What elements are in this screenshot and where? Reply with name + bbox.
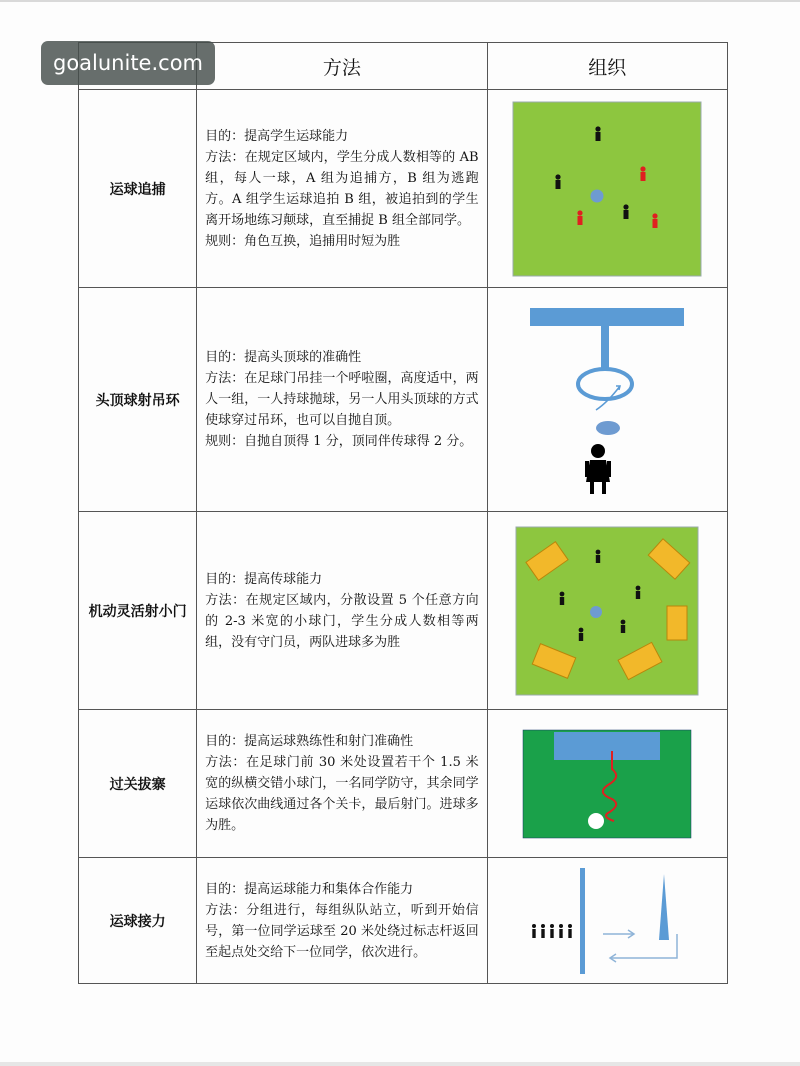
drill-diagram xyxy=(487,710,727,858)
method-line: 方法：在足球门前 30 米处设置若干个 1.5 米宽的纵横交错小球门，一名同学防守，其余同学运球依次曲线通过各个关卡，最后射门。进球多为胜。 xyxy=(205,755,479,833)
goal-crossbar xyxy=(530,308,684,326)
method-line: 目的：提高头顶球的准确性 xyxy=(205,350,362,365)
header-organization-cell: 组织 xyxy=(487,43,727,90)
ball-icon xyxy=(588,813,604,829)
top-edge xyxy=(0,0,800,2)
player-black-icon xyxy=(621,619,626,632)
table-row xyxy=(79,90,728,288)
small-goals-diagram xyxy=(515,526,699,696)
hoop-icon xyxy=(578,369,632,399)
drill-name: 运球接力 xyxy=(79,858,197,984)
drill-name: 头顶球射吊环 xyxy=(79,288,197,512)
relay-diagram xyxy=(507,864,707,978)
method-line: 目的：提高运球熟练性和射门准确性 xyxy=(205,734,414,749)
player-black-icon xyxy=(596,549,601,562)
player-line-icon xyxy=(532,924,572,938)
player-black-icon xyxy=(636,585,641,598)
method-line: 目的：提高学生运球能力 xyxy=(205,128,349,144)
player-black-icon xyxy=(579,627,584,640)
drill-diagram xyxy=(487,90,727,288)
dribble-chase-diagram xyxy=(512,101,702,277)
method-line: 目的：提高运球能力和集体合作能力 xyxy=(205,881,414,897)
goal-box xyxy=(554,732,660,760)
watermark-badge: goalunite.com xyxy=(41,41,215,85)
drill-method xyxy=(197,90,487,288)
drill-diagram xyxy=(487,512,727,710)
method-line: 方法：在足球门吊挂一个呼啦圈，高度适中，两人一组，一人持球抛球，另一人用头顶球的方式使球穿过吊环，也可以自抛自顶。 xyxy=(205,371,479,428)
drill-name: 机动灵活射小门 xyxy=(79,512,197,710)
player-black-icon xyxy=(556,174,561,189)
player-black-icon xyxy=(624,204,629,219)
player-red-icon xyxy=(641,166,646,181)
drills-table xyxy=(78,42,728,984)
method-line: 目的：提高传球能力 xyxy=(205,571,323,587)
ball-icon xyxy=(596,421,620,435)
table-row xyxy=(79,858,728,984)
method-line: 方法：分组进行，每组纵队站立，听到开始信号，第一位同学运球至 20 米处绕过标志杆返回至起点处交给下一位同学，依次进行。 xyxy=(205,902,479,960)
player-red-icon xyxy=(653,213,658,228)
ball-icon xyxy=(591,189,604,202)
ball-icon xyxy=(590,606,602,618)
drill-diagram xyxy=(487,858,727,984)
table-row xyxy=(79,710,728,858)
start-line xyxy=(580,868,585,974)
hanging-rope xyxy=(601,326,609,370)
drill-method xyxy=(197,512,487,710)
drill-diagram xyxy=(487,288,727,512)
drill-method xyxy=(197,288,487,512)
table-row xyxy=(79,512,728,710)
pass-checkpoints-diagram xyxy=(522,729,692,839)
method-line: 规则：自抛自顶得 1 分，顶同伴传球得 2 分。 xyxy=(205,434,473,449)
drill-method xyxy=(197,710,487,858)
player-red-icon xyxy=(578,210,583,225)
method-line: 方法：在规定区域内，学生分成人数相等的 AB 组，每人一球，A 组为追捕方，B 组为逃跑方。A 组学生运球追拍 B 组，被追拍到的学生离开场地练习颠球，直至捕捉 B 组全部同学。 xyxy=(205,149,479,228)
drill-name: 运球追捕 xyxy=(79,90,197,288)
field xyxy=(513,102,701,276)
drill-method xyxy=(197,858,487,984)
method-line: 规则：角色互换，追捕用时短为胜 xyxy=(205,233,401,249)
player-black-icon xyxy=(560,591,565,604)
header-hoop-diagram xyxy=(522,302,692,498)
bottom-edge xyxy=(0,1062,800,1066)
method-line: 方法：在规定区域内，分散设置 5 个任意方向的 2-3 米宽的小球门，学生分成人数相等两组，没有守门员，两队进球多为胜 xyxy=(205,592,479,650)
header-method-cell: 方法 xyxy=(197,43,487,90)
player-black-icon xyxy=(596,126,601,141)
marker-pole-icon xyxy=(659,874,669,940)
drill-name: 过关拔寨 xyxy=(79,710,197,858)
small-goal-icon xyxy=(667,606,687,640)
table-row xyxy=(79,288,728,512)
person-icon xyxy=(585,444,611,494)
